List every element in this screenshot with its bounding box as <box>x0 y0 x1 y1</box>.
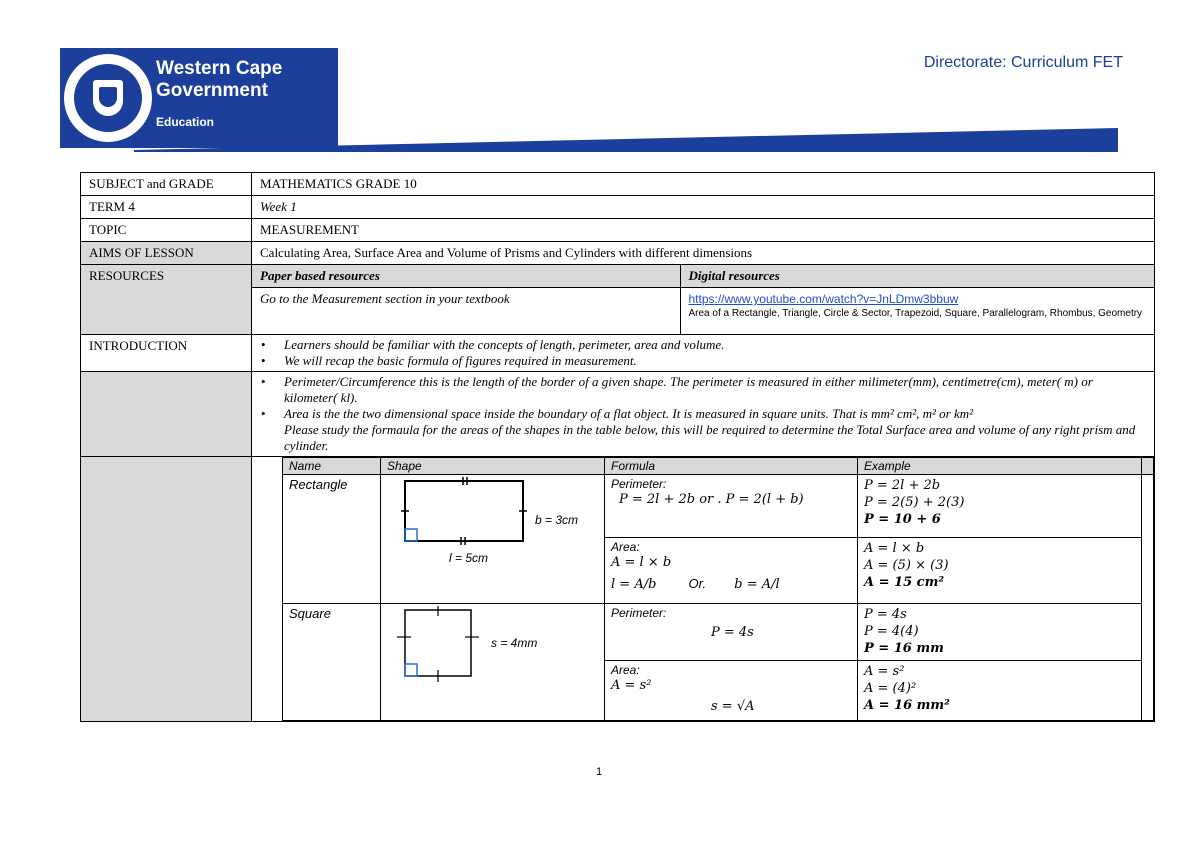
square-perimeter-example-line: P = 4(4) <box>864 623 919 639</box>
square-diagram <box>381 604 603 716</box>
digital-resources-header: Digital resources <box>680 265 1154 288</box>
square-perimeter-formula-cell <box>605 603 858 661</box>
subject-label: SUBJECT and GRADE <box>81 173 252 196</box>
rectangle-area-example-line: A = 15 cm² <box>864 574 945 590</box>
aims-row <box>81 242 1155 265</box>
rectangle-area-formula: A = l × b <box>611 554 672 570</box>
area-definition: • Area is the the two dimensional space inside the boundary of a flat object. It is measured in square units. That is mm² cm², m² or km² <box>258 406 1148 422</box>
paper-resources-text: Go to the Measurement section in your textbook <box>252 288 680 334</box>
rectangle-perimeter-example-line: P = 2(5) + 2(3) <box>864 494 965 510</box>
square-perimeter-row <box>283 603 1154 661</box>
definitions-content <box>252 371 1155 456</box>
introduction-row <box>81 334 1155 371</box>
header-name: Name <box>283 457 381 474</box>
page-number: 1 <box>596 766 603 778</box>
formula-study-note: Please study the formaula for the areas of the shapes in the table below, this will be required to determine the Total Surface area and volume of any right prism and cylinder. <box>284 421 1136 453</box>
logo-text-line3: Education <box>156 115 215 129</box>
header-example: Example <box>858 457 1142 474</box>
square-area-formula: A = s² <box>611 678 652 694</box>
square-area-example-line: A = s² <box>864 664 905 680</box>
subject-value: MATHEMATICS GRADE 10 <box>252 173 1155 196</box>
topic-value: MEASUREMENT <box>252 219 1155 242</box>
subject-row <box>81 173 1155 196</box>
formula-content <box>252 456 1155 721</box>
rectangle-breadth-label: b = 3cm <box>535 512 579 527</box>
digital-resources-description: Area of a Rectangle, Triangle, Circle & Sector, Trapezoid, Square, Parallelogram, Rhombus, Geometry <box>688 308 1143 319</box>
term-value: Week 1 <box>252 196 1155 219</box>
header-spacer <box>1142 457 1154 474</box>
rectangle-perimeter-example-cell <box>858 474 1142 537</box>
rectangle-area-example-line: A = (5) × (3) <box>864 557 949 573</box>
square-side-label: s = 4mm <box>491 635 538 650</box>
rectangle-rearranged-breadth: b = A/l <box>734 576 780 592</box>
rectangle-perimeter-example-line: P = 10 + 6 <box>864 511 941 527</box>
introduction-content <box>252 334 1155 371</box>
square-name: Square <box>283 603 381 720</box>
resources-row <box>81 265 1155 335</box>
aims-label: AIMS OF LESSON <box>81 242 252 265</box>
rectangle-perimeter-formula-cell <box>605 474 858 537</box>
header-shape: Shape <box>381 457 605 474</box>
square-perimeter-label: Perimeter: <box>611 605 667 620</box>
rectangle-area-label: Area: <box>611 539 640 554</box>
directorate-title: Directorate: Curriculum FET <box>923 54 1123 71</box>
rectangle-area-rearranged <box>611 575 851 593</box>
square-area-example-line: A = 16 mm² <box>864 698 950 714</box>
resources-label: RESOURCES <box>81 265 252 335</box>
rectangle-perimeter-formula: P = 2l + 2b or . P = 2(l + b) <box>619 491 804 507</box>
square-area-example-line: A = (4)² <box>864 681 917 697</box>
topic-label: TOPIC <box>81 219 252 242</box>
header-formula: Formula <box>605 457 858 474</box>
rectangle-perimeter-example-line: P = 2l + 2b <box>864 477 941 493</box>
square-perimeter-formula: P = 4s <box>711 624 754 640</box>
rectangle-diagram <box>381 475 603 599</box>
rectangle-area-example-line: A = l × b <box>864 540 925 556</box>
introduction-label: INTRODUCTION <box>81 334 252 371</box>
resources-content <box>252 265 1155 335</box>
term-row <box>81 196 1155 219</box>
square-perimeter-example-line: P = 4s <box>864 606 907 622</box>
paper-resources-header: Paper based resources <box>252 265 680 288</box>
formula-table <box>282 457 1154 721</box>
rectangle-name: Rectangle <box>283 474 381 603</box>
perimeter-definition: • Perimeter/Circumference this is the length of the border of a given shape. The perimeter is measured in either milimeter(mm), centimetre(cm), meter( m) or kilometer( kl). <box>258 374 1148 406</box>
square-perimeter-example-cell <box>858 603 1142 661</box>
rectangle-rearranged-length: l = A/b <box>611 576 657 592</box>
youtube-link[interactable]: https://www.youtube.com/watch?v=JnLDmw3bbuw <box>688 292 959 306</box>
rectangle-rearranged-or: Or. <box>688 575 707 591</box>
definitions-row <box>81 371 1155 456</box>
rectangle-perimeter-label: Perimeter: <box>611 476 667 491</box>
definitions-label-cell <box>81 371 252 456</box>
rectangle-area-example-cell <box>858 537 1142 603</box>
formula-label-cell <box>81 456 252 721</box>
topic-row <box>81 219 1155 242</box>
logo-text-line1: Western Cape <box>156 58 283 79</box>
square-perimeter-example-line: P = 16 mm <box>864 640 944 656</box>
square-area-label: Area: <box>611 663 640 678</box>
logo-text-line2: Government <box>156 80 268 101</box>
square-area-formula-cell <box>605 661 858 720</box>
rectangle-length-label: l = 5cm <box>449 550 489 565</box>
square-area-rearranged: s = √A <box>711 699 755 715</box>
header-swoosh-line <box>134 126 1118 156</box>
digital-resources-cell <box>680 288 1154 334</box>
rectangle-perimeter-row <box>283 474 1154 537</box>
square-area-example-cell <box>858 661 1142 720</box>
intro-bullet: • Learners should be familiar with the concepts of length, perimeter, area and volume. <box>258 337 1148 353</box>
rectangle-area-formula-cell <box>605 537 858 603</box>
aims-value: Calculating Area, Surface Area and Volume of Prisms and Cylinders with different dimensions <box>252 242 1155 265</box>
intro-bullet: • We will recap the basic formula of figures required in measurement. <box>258 353 1148 369</box>
formula-table-header <box>283 457 1154 474</box>
formula-row <box>81 456 1155 721</box>
lesson-plan-table <box>80 172 1155 722</box>
rectangle-diagram-cell <box>381 474 605 603</box>
formula-table-spacer <box>1142 474 1154 720</box>
term-label: TERM 4 <box>81 196 252 219</box>
square-diagram-cell <box>381 603 605 720</box>
